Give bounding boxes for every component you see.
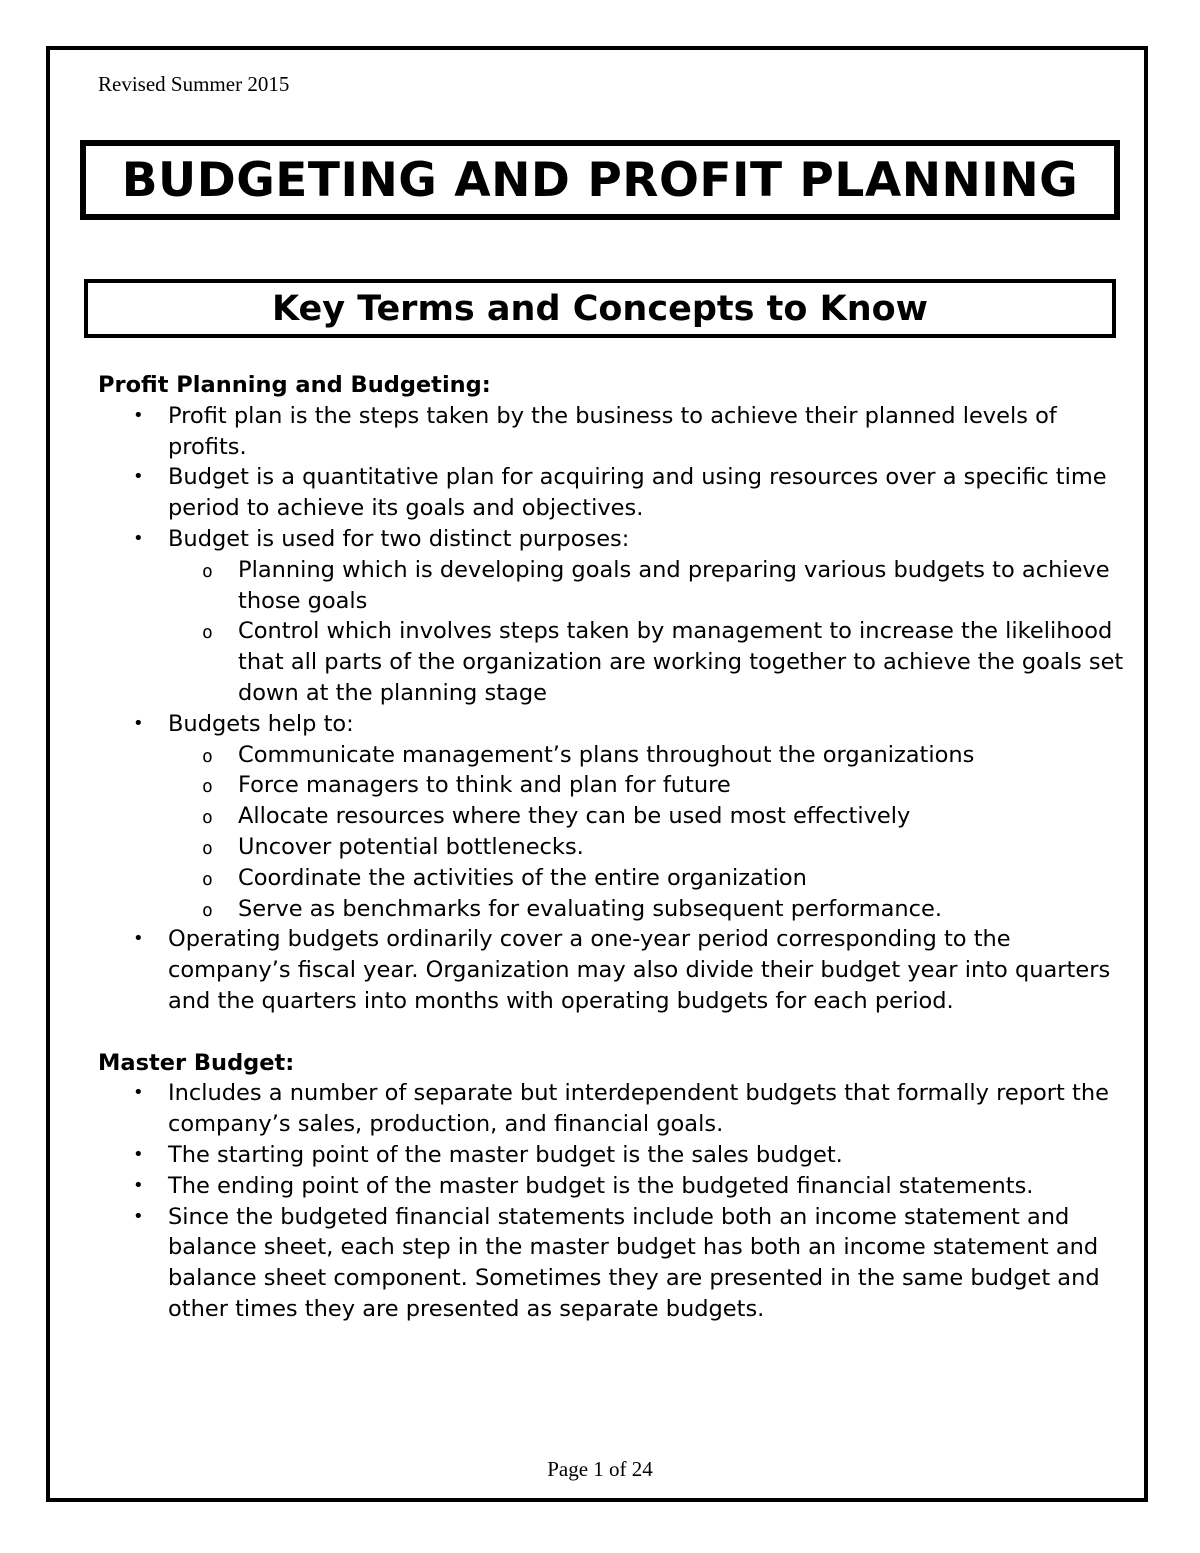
bullet-icon: •: [133, 404, 144, 426]
list-item: • Profit plan is the steps taken by the business to achieve their planned levels of profits.: [133, 402, 1057, 460]
bullet-icon: •: [133, 1143, 144, 1165]
bullet-list: [98, 401, 1128, 1017]
sub-list: [168, 740, 1128, 925]
circle-bullet-icon: o: [202, 560, 213, 582]
circle-bullet-icon: o: [202, 899, 213, 921]
page-number: Page 1 of 24: [547, 1457, 653, 1481]
sub-list-item: o Communicate management’s plans throughout the organizations: [166, 740, 1128, 771]
document-body: [98, 370, 1128, 1325]
list-item: • Budget is a quantitative plan for acquiring and using resources over a specific time period to achieve its goals and objectives.: [133, 464, 1107, 522]
circle-bullet-icon: o: [202, 837, 213, 859]
sub-list-item: o Serve as benchmarks for evaluating subsequent performance.: [166, 894, 1128, 925]
bullet-list: [98, 1078, 1128, 1324]
list-item: • Since the budgeted financial statements include both an income statement and balance sheet, each step in the master budget has both an income statement and balance sheet component. Sometimes they are presented in the same budget and other times they are presented as separate budgets.: [133, 1203, 1100, 1322]
section-heading: Profit Planning and Budgeting:: [98, 372, 491, 398]
bullet-icon: •: [133, 466, 144, 488]
sub-list-item: o Allocate resources where they can be used most effectively: [166, 801, 1128, 832]
bullet-icon: •: [133, 1082, 144, 1104]
circle-bullet-icon: o: [202, 807, 213, 829]
sub-list: [168, 555, 1128, 709]
sub-list-item: o Uncover potential bottlenecks.: [166, 832, 1128, 863]
list-item: • The ending point of the master budget is the budgeted financial statements.: [98, 1171, 1128, 1202]
section-heading: Master Budget:: [98, 1049, 295, 1076]
sub-list-item: o Force managers to think and plan for future: [166, 770, 1128, 801]
circle-bullet-icon: o: [202, 745, 213, 767]
subtitle-box: [84, 279, 1116, 338]
list-item: • Includes a number of separate but interdependent budgets that formally report the company’s sales, production, and financial goals.: [133, 1080, 1109, 1138]
sub-list-item: o Coordinate the activities of the entire organization: [166, 863, 1128, 894]
bullet-icon: •: [133, 1205, 144, 1227]
revision-note: Revised Summer 2015: [98, 72, 290, 96]
title-box: [80, 140, 1120, 220]
list-item: • Operating budgets ordinarily cover a one-year period corresponding to the company’s fiscal year. Organization may also divide their budget year into quarters and the quarters into months with operating budgets for each period.: [133, 926, 1111, 1014]
circle-bullet-icon: o: [202, 776, 213, 798]
bullet-icon: •: [133, 527, 144, 549]
sub-list-item: o Control which involves steps taken by management to increase the likelihood that all parts of the organization are working together to achieve the goals set down at the planning stage: [202, 618, 1124, 706]
bullet-icon: •: [133, 1174, 144, 1196]
list-item: • Budgets help to: o Communicate management’s plans throughout the organizations o Force managers to think and plan for future o Allocate resources where they can be used most effectively o Uncover potential bottlenecks. o Coordinate the activities of the entire organization o Serve as benchmarks for evaluating subsequent performance.: [98, 709, 1128, 925]
list-item: • The starting point of the master budget is the sales budget.: [98, 1140, 1128, 1171]
section-spacer: [98, 1017, 1128, 1048]
page-subtitle: Key Terms and Concepts to Know: [271, 288, 929, 329]
list-item: • Budget is used for two distinct purposes: o Planning which is developing goals and preparing various budgets to achieve those goals o Control which involves steps taken by management to increase the likelihood that all parts of the organization are working together to achieve the goals set down at the planning stage: [98, 524, 1128, 709]
bullet-icon: •: [133, 928, 144, 950]
page-title: BUDGETING AND PROFIT PLANNING: [121, 152, 1079, 208]
sub-list-item: o Planning which is developing goals and preparing various budgets to achieve those goals: [202, 556, 1110, 614]
bullet-icon: •: [133, 712, 144, 734]
circle-bullet-icon: o: [202, 622, 213, 644]
circle-bullet-icon: o: [202, 868, 213, 890]
